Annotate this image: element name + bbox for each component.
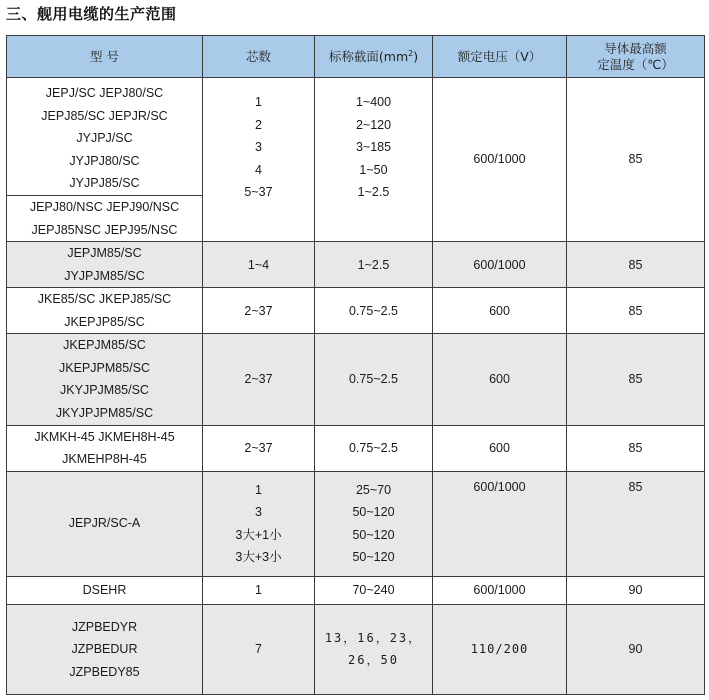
header-section-close: ) [413,48,419,64]
section-value: 1~50 [359,162,388,177]
cores-cell: 2~37 [203,334,315,425]
temp-cell: 85 [567,471,705,576]
voltage-cell: 600 [433,334,567,425]
header-section-sup: 2 [408,48,414,58]
voltage-cell: 600/1000 [433,78,567,242]
temp-cell: 90 [567,576,705,604]
model-name: JYJPJ80/SC [69,153,140,168]
core-value: 1 [255,482,262,497]
core-value: 4 [255,162,262,177]
model-name: JKYJPJPM85/SC [55,405,154,420]
header-voltage: 额定电压（V） [433,36,567,78]
model-name: JZPBEDUR [71,642,138,657]
model-name: JYJPJ85/SC [69,176,140,191]
header-model: 型 号 [7,36,203,78]
cores-cell: 1 [203,576,315,604]
cores-cell: 2~37 [203,425,315,471]
temp-cell: 85 [567,78,705,242]
model-cell [7,242,203,288]
table-row [7,78,705,196]
model-cell: DSEHR [7,576,203,604]
voltage-cell: 110/200 [433,604,567,694]
model-name: JYJPJ/SC [76,131,133,146]
model-name: JZPBEDYR [71,619,138,634]
voltage-cell: 600/1000 [433,471,567,576]
section-cell: 0.75~2.5 [315,334,433,425]
model-name: JKYJPJM85/SC [60,383,149,398]
table-row [7,604,705,694]
header-section-text: 标称截面(mm [328,48,409,64]
section-cell [315,78,433,242]
header-temp [567,36,705,78]
model-name: JKEPJP85/SC [64,314,145,329]
model-name: JEPJ80/NSC JEPJ90/NSC [29,200,180,215]
section-cell: 1~2.5 [315,242,433,288]
header-cores: 芯数 [203,36,315,78]
voltage-cell: 600/1000 [433,242,567,288]
cores-cell: 1~4 [203,242,315,288]
table-row [7,425,705,471]
section-cell: 70~240 [315,576,433,604]
cores-cell: 2~37 [203,288,315,334]
section-value: 50~120 [352,505,395,520]
section-value: 2~120 [355,117,392,132]
temp-cell: 85 [567,425,705,471]
model-cell [7,604,203,694]
section-value: 50~120 [352,550,395,565]
temp-cell: 85 [567,334,705,425]
model-name: JKMKH-45 JKMEH8H-45 [34,429,175,444]
section-value: 1~2.5 [357,185,390,200]
model-cell [7,425,203,471]
section-cell: 0.75~2.5 [315,288,433,334]
core-value: 3 [255,505,262,520]
section-value: 1~400 [355,95,392,110]
core-value: 5~37 [244,185,273,200]
section-value: 13，16，23， [324,630,423,645]
cable-spec-table [6,35,705,695]
model-cell [7,196,203,242]
section-cell: 0.75~2.5 [315,425,433,471]
model-name: JEPJ/SC JEPJ80/SC [45,86,164,101]
cores-cell [203,471,315,576]
section-title: 三、舰用电缆的生产范围 [6,5,177,23]
model-cell [7,288,203,334]
model-name: JZPBEDY85 [69,664,140,679]
model-name: JKEPJM85/SC [63,338,146,353]
temp-cell: 85 [567,242,705,288]
voltage-cell: 600/1000 [433,576,567,604]
section-value: 25~70 [355,482,392,497]
core-value: 3大+3小 [235,550,282,565]
model-name: JKMEHP8H-45 [62,452,147,467]
model-name: JKE85/SC JKEPJ85/SC [37,292,172,307]
temp-cell: 85 [567,288,705,334]
core-value: 1 [255,95,262,110]
model-cell: JEPJR/SC-A [7,471,203,576]
header-temp-line1: 导体最高额 [604,40,667,56]
table-row [7,288,705,334]
cores-cell [203,78,315,242]
section-value: 3~185 [355,140,392,155]
core-value: 2 [255,117,262,132]
core-value: 3 [255,140,262,155]
core-value: 3大+1小 [235,527,282,542]
section-cell [315,604,433,694]
model-name: JEPJ85NSC JEPJ95/NSC [31,222,178,237]
voltage-cell: 600 [433,425,567,471]
section-value: 50~120 [352,527,395,542]
table-row [7,471,705,576]
header-temp-line2: 定温度（℃） [597,56,674,72]
table-row [7,576,705,604]
header-section [315,36,433,78]
table-header-row [7,36,705,78]
cores-cell: 7 [203,604,315,694]
model-name: JYJPJM85/SC [64,268,145,283]
section-cell [315,471,433,576]
voltage-cell: 600 [433,288,567,334]
model-name: JEPJ85/SC JEPJR/SC [41,108,168,123]
model-name: JEPJM85/SC [67,246,142,261]
model-name: JKEPJPM85/SC [58,360,150,375]
table-row [7,242,705,288]
section-value: 26，50 [348,653,399,668]
temp-cell: 90 [567,604,705,694]
model-cell [7,78,203,196]
model-cell [7,334,203,425]
table-row [7,334,705,425]
